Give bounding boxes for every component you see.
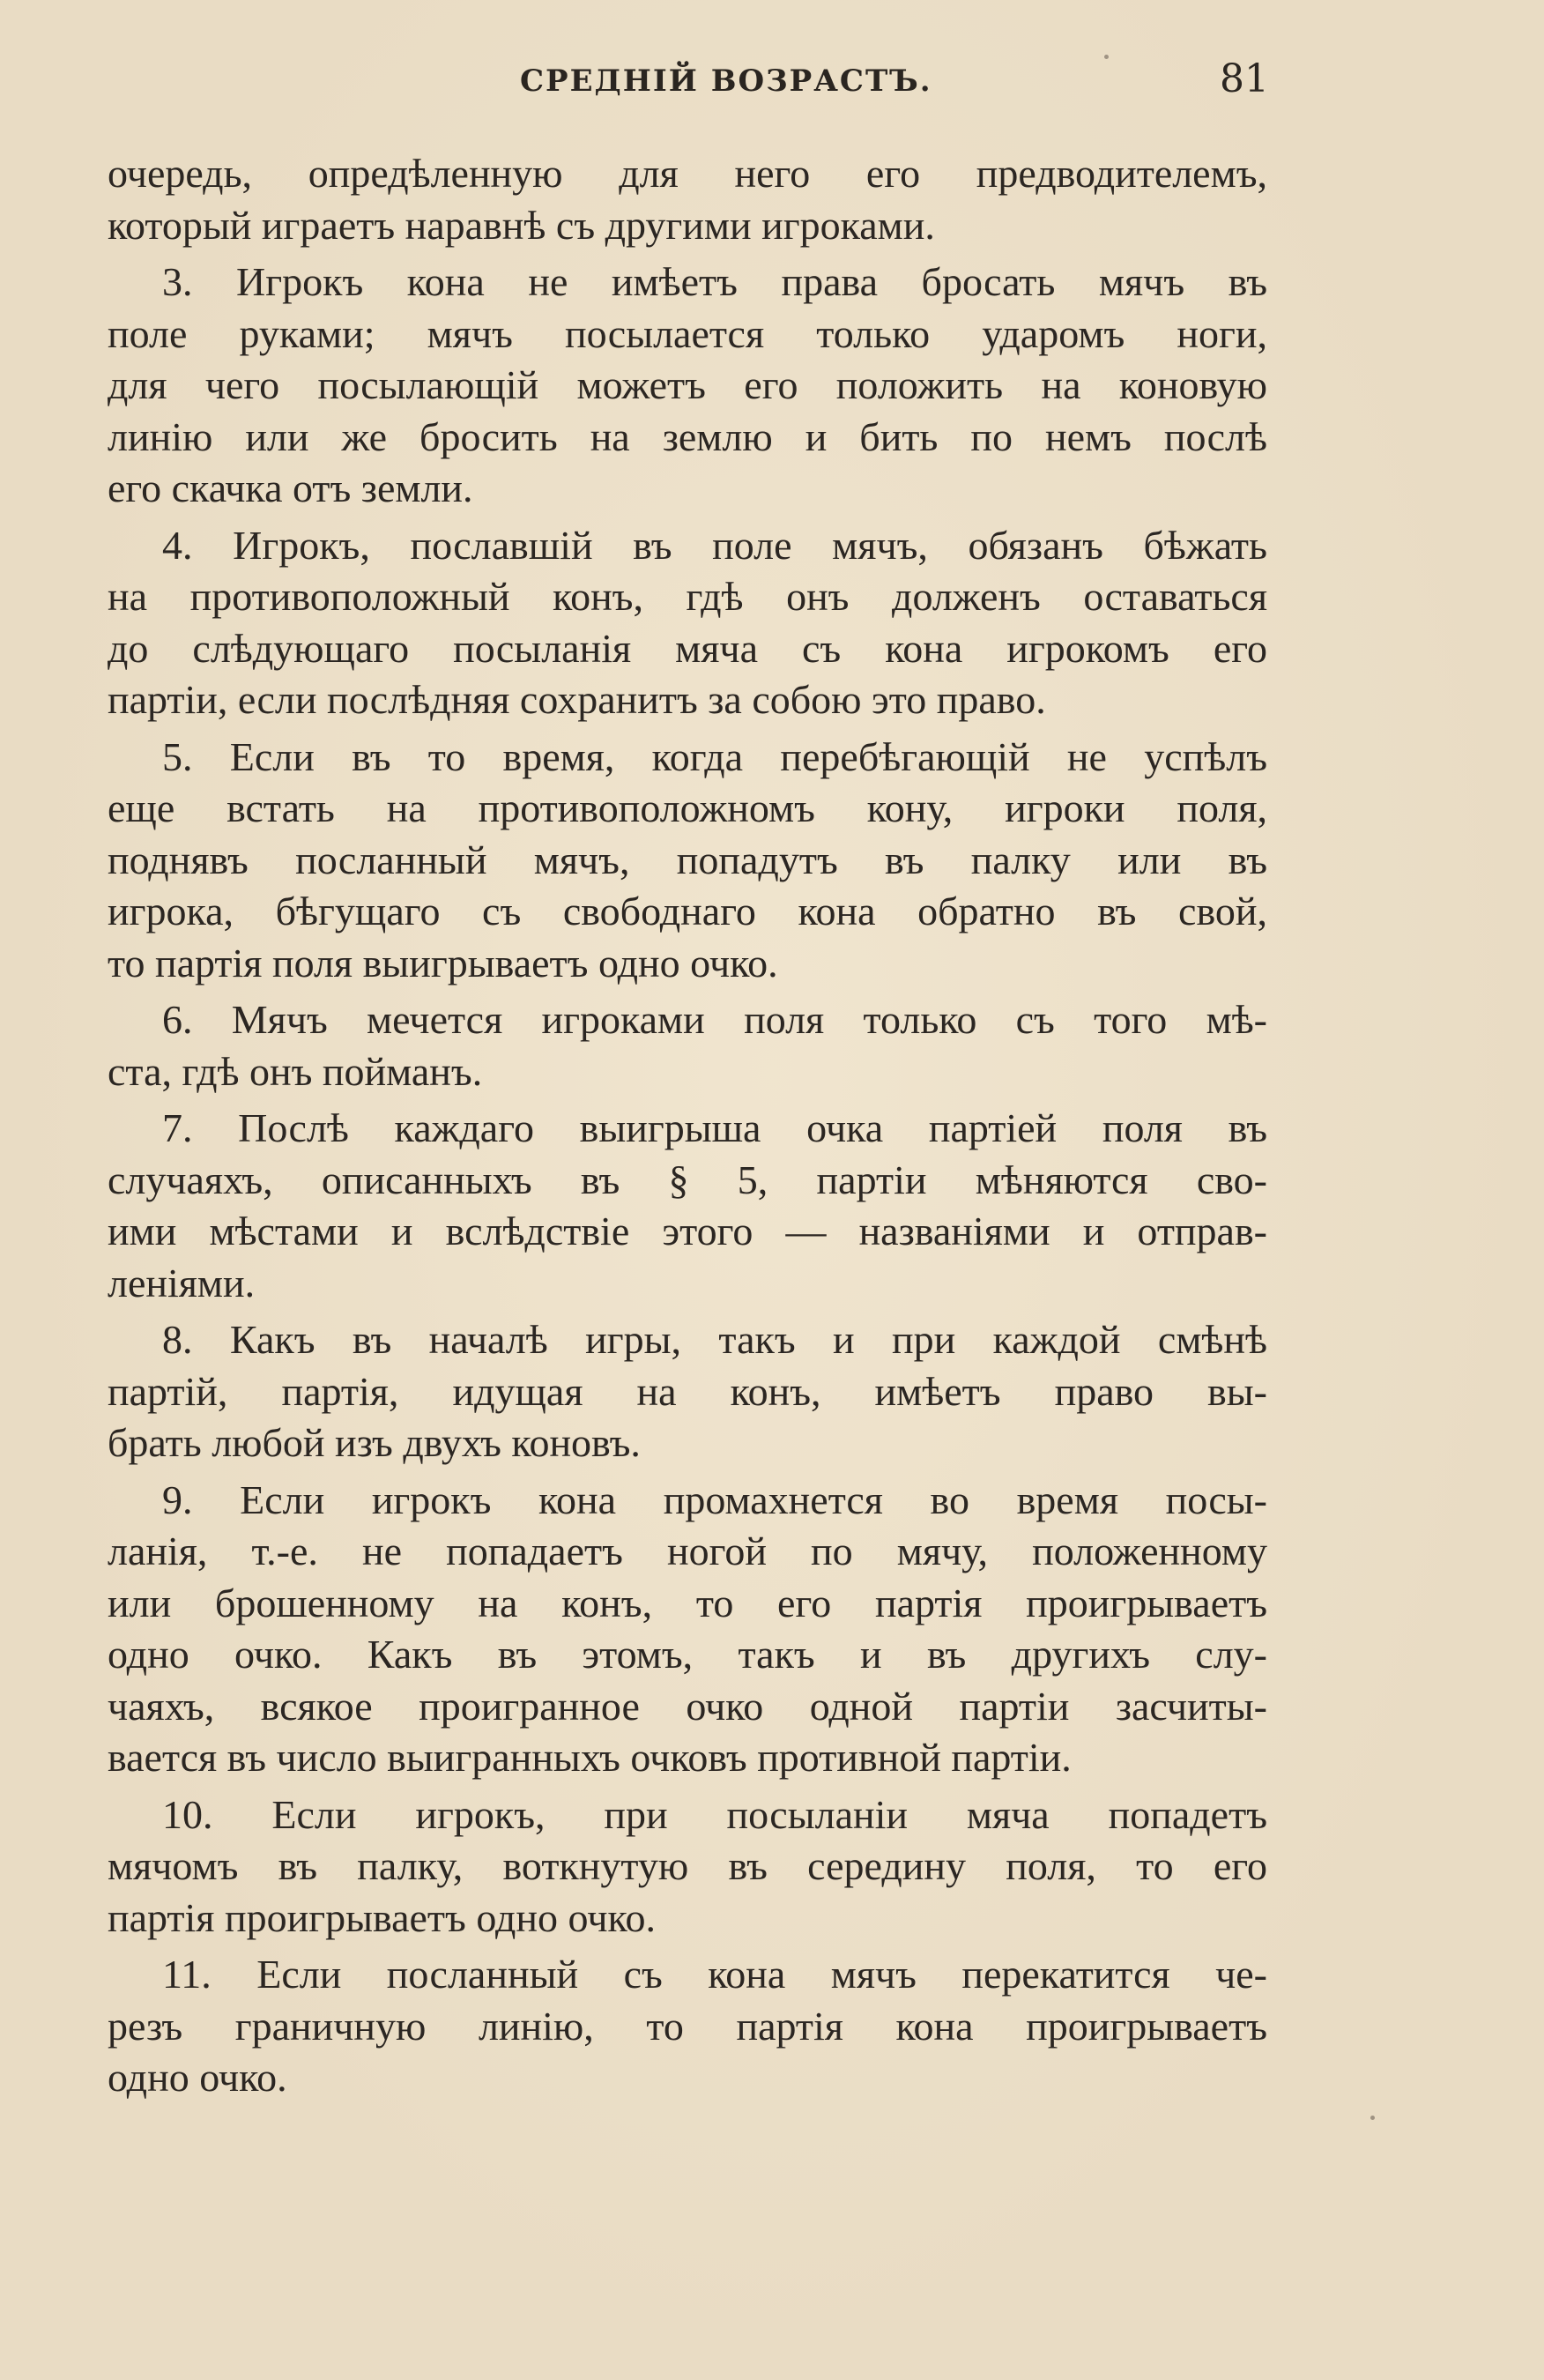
text-line: 9. Если игрокъ кона промахнется во время посы-	[162, 1476, 1267, 1522]
text-line: ланія, т.-е. не попадаетъ ногой по мячу, положенному	[108, 1528, 1267, 1573]
text-line: 5. Если въ то время, когда перебѣгающій не успѣлъ	[162, 733, 1267, 779]
text-line: одно очко. Какъ въ этомъ, такъ и въ другихъ слу-	[108, 1632, 1267, 1677]
paragraph	[108, 994, 1267, 1097]
paragraph	[108, 1314, 1267, 1469]
text-line: чаяхъ, всякое проигранное очко одной партіи засчиты-	[108, 1683, 1267, 1729]
body-text	[108, 148, 1267, 2104]
text-line: очередь, опредѣленную для него его предводителемъ,	[108, 151, 1267, 196]
text-line: для чего посылающій можетъ его положить на коновую	[108, 362, 1267, 407]
text-line: случаяхъ, описанныхъ въ § 5, партіи мѣняются сво-	[108, 1157, 1267, 1202]
text-line: партія проигрываетъ одно очко.	[108, 1894, 656, 1940]
page-number: 81	[1220, 56, 1269, 101]
text-line: партій, партія, идущая на конъ, имѣетъ право вы-	[108, 1368, 1267, 1414]
text-line: поднявъ посланный мячъ, попадутъ въ палку или въ	[108, 837, 1267, 882]
text-line: мячомъ въ палку, воткнутую въ середину поля, то его	[108, 1843, 1267, 1888]
running-head: СРЕДНІЙ ВОЗРАСТЪ.	[520, 63, 932, 99]
text-line: 3. Игрокъ кона не имѣетъ права бросать мячъ въ	[162, 259, 1267, 304]
paragraph	[108, 1475, 1267, 1784]
text-line: 6. Мячъ мечется игроками поля только съ того мѣ-	[162, 997, 1267, 1042]
text-line: брать любой изъ двухъ коновъ.	[108, 1420, 641, 1465]
text-line: на противоположный конъ, гдѣ онъ долженъ оставаться	[108, 574, 1267, 619]
paragraph	[108, 148, 1267, 251]
text-line: леніями.	[108, 1260, 256, 1305]
text-line: поле руками; мячъ посылается только ударомъ ноги,	[108, 310, 1267, 356]
paragraph	[108, 520, 1267, 726]
text-line: до слѣдующаго посыланія мяча съ кона игрокомъ его	[108, 625, 1267, 671]
text-line: еще встать на противоположномъ кону, игроки поля,	[108, 785, 1267, 830]
text-line: 10. Если игрокъ, при посыланіи мяча попадетъ	[162, 1791, 1267, 1837]
paper-speck	[1104, 55, 1109, 59]
text-line: ими мѣстами и вслѣдствіе этого — названіями и отправ-	[108, 1209, 1267, 1253]
text-line: резъ граничную линію, то партія кона проигрываетъ	[108, 2003, 1267, 2049]
text-line: ста, гдѣ онъ пойманъ.	[108, 1048, 483, 1094]
text-line: линію или же бросить на землю и бить по немъ послѣ	[108, 413, 1267, 459]
paragraph	[108, 1949, 1267, 2104]
text-line: 11. Если посланный съ кона мячъ перекатится че-	[162, 1952, 1267, 1997]
text-line: 4. Игрокъ, пославшій въ поле мячъ, обязанъ бѣжать	[162, 522, 1267, 568]
text-line: который играетъ наравнѣ съ другими игроками.	[108, 202, 935, 248]
text-line: одно очко.	[108, 2055, 287, 2100]
text-line: то партія поля выигрываетъ одно очко.	[108, 940, 778, 985]
paragraph	[108, 257, 1267, 515]
text-line: игрока, бѣгущаго съ свободнаго кона обратно въ свой,	[108, 889, 1267, 933]
paragraph	[108, 1103, 1267, 1309]
text-line: или брошенному на конъ, то его партія проигрываетъ	[108, 1580, 1267, 1625]
paragraph	[108, 1789, 1267, 1945]
text-line: вается въ число выигранныхъ очковъ противной партіи.	[108, 1735, 1072, 1780]
page-header	[106, 55, 1269, 108]
text-line: его скачка отъ земли.	[108, 465, 473, 510]
text-line: 8. Какъ въ началѣ игры, такъ и при каждой смѣнѣ	[162, 1317, 1267, 1362]
text-line: партіи, если послѣдняя сохранитъ за собою это право.	[108, 677, 1046, 722]
paragraph	[108, 732, 1267, 990]
paper-speck	[1370, 2116, 1375, 2120]
text-line: 7. Послѣ каждаго выигрыша очка партіей поля въ	[162, 1105, 1267, 1150]
